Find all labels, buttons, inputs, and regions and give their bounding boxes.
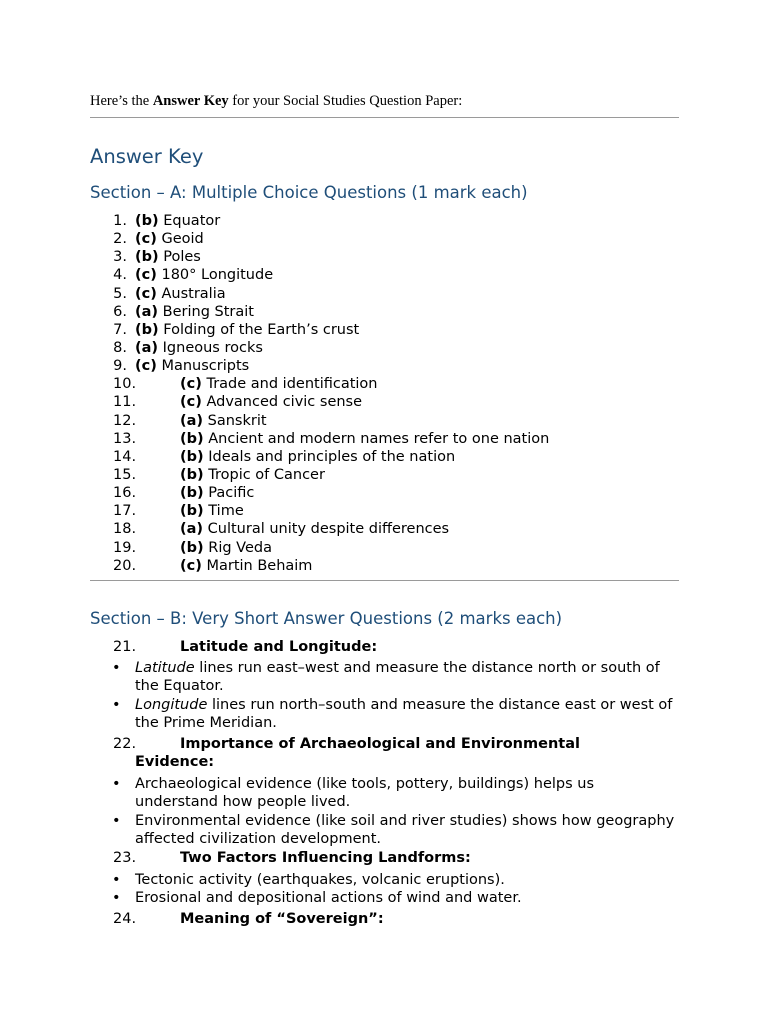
intro-line — [90, 93, 462, 110]
answer-option: (a) — [135, 339, 159, 356]
answer-number: 20. — [113, 557, 137, 574]
answer-label: 180° Longitude — [156, 267, 274, 284]
answer-text — [180, 539, 272, 557]
answer-label: Ancient and modern names refer to one nation — [203, 430, 550, 447]
bullet-icon: • — [112, 660, 121, 676]
intro-prefix: Here’s the — [90, 93, 153, 109]
answer-label: Rig Veda — [203, 539, 272, 556]
answer-bullet: Longitude lines run north–south and measure the distance east or west of the Prime Meridian. — [135, 697, 673, 732]
question-21 — [90, 638, 679, 733]
answer-number: 6. — [113, 303, 127, 320]
answer-text — [180, 375, 378, 393]
answer-option: (a) — [135, 303, 159, 320]
answer-option: (b) — [135, 321, 159, 338]
answer-option: (c) — [135, 358, 157, 375]
answer-text — [135, 285, 226, 303]
bullet-icon: • — [112, 872, 121, 888]
question-number: 23. — [113, 850, 137, 866]
answer-label: Manuscripts — [156, 358, 250, 375]
answer-number: 17. — [113, 503, 137, 520]
answer-text — [180, 393, 362, 411]
answer-text — [180, 484, 254, 502]
bullet-icon: • — [112, 697, 121, 713]
answer-text — [180, 430, 549, 448]
question-number: 24. — [113, 911, 137, 927]
answer-label: Time — [203, 503, 244, 520]
answer-label: Folding of the Earth’s crust — [158, 321, 360, 338]
answer-option: (b) — [180, 466, 204, 483]
answer-number: 11. — [113, 394, 137, 411]
answer-option: (a) — [180, 412, 204, 429]
bullet-icon: • — [112, 776, 121, 792]
answer-bullet: Latitude lines run east–west and measure the distance north or south of the Equator. — [135, 660, 660, 695]
answer-label: Trade and identification — [201, 376, 378, 393]
section-a-heading: Section – A: Multiple Choice Questions (1 mark each) — [90, 183, 528, 202]
answer-text — [135, 303, 254, 321]
answer-label: Geoid — [156, 231, 204, 248]
answer-text — [180, 557, 312, 575]
answer-option: (b) — [180, 539, 204, 556]
answer-option: (c) — [135, 285, 157, 302]
answer-option: (c) — [135, 231, 157, 248]
question-number: 21. — [113, 639, 137, 655]
answer-label: Australia — [156, 285, 226, 302]
answer-bullet: Tectonic activity (earthquakes, volcanic eruptions). — [135, 872, 505, 888]
divider-middle — [90, 580, 679, 581]
question-title-continued: Evidence: — [135, 754, 215, 770]
question-title: Two Factors Influencing Landforms: — [180, 850, 471, 866]
answer-option: (b) — [180, 448, 204, 465]
answer-option: (c) — [180, 557, 202, 574]
answer-option: (c) — [180, 376, 202, 393]
bullet-icon: • — [112, 813, 121, 829]
answer-text — [135, 230, 204, 248]
answer-label: Sanskrit — [203, 412, 267, 429]
answer-number: 9. — [113, 358, 127, 375]
answer-option: (b) — [135, 213, 159, 229]
answer-label: Advanced civic sense — [201, 394, 363, 411]
divider-top — [90, 117, 679, 118]
answer-bullet: Erosional and depositional actions of wind and water. — [135, 890, 522, 906]
answer-label: Cultural unity despite differences — [203, 521, 450, 538]
answer-label: Ideals and principles of the nation — [203, 448, 456, 465]
answer-option: (c) — [180, 394, 202, 411]
answer-label: Martin Behaim — [201, 557, 313, 574]
answer-option: (b) — [180, 430, 204, 447]
answer-option: (b) — [135, 249, 159, 266]
question-23 — [90, 849, 679, 907]
answer-option: (a) — [180, 521, 204, 538]
answer-number: 2. — [113, 231, 127, 248]
answer-text — [135, 339, 263, 357]
answer-number: 14. — [113, 448, 137, 465]
answer-number: 8. — [113, 339, 127, 356]
answer-number: 10. — [113, 376, 137, 393]
answer-bullet: Environmental evidence (like soil and river studies) shows how geography affected civilization development. — [135, 813, 675, 848]
answer-text — [180, 448, 455, 466]
question-24 — [90, 910, 679, 930]
answer-label: Poles — [158, 249, 201, 266]
question-22 — [90, 735, 679, 849]
bullet-icon: • — [112, 890, 121, 906]
answer-number: 4. — [113, 267, 127, 284]
answer-number: 13. — [113, 430, 137, 447]
answer-label: Igneous rocks — [158, 339, 263, 356]
intro-suffix: for your Social Studies Question Paper: — [228, 93, 463, 109]
answer-label: Equator — [158, 213, 221, 229]
answer-label: Pacific — [203, 485, 255, 502]
answer-option: (b) — [180, 503, 204, 520]
answer-number: 12. — [113, 412, 137, 429]
answer-option: (b) — [180, 485, 204, 502]
answer-number: 7. — [113, 321, 127, 338]
question-title: Importance of Archaeological and Environmental — [180, 736, 580, 752]
answer-option: (c) — [135, 267, 157, 284]
answer-label: Tropic of Cancer — [203, 466, 325, 483]
answer-text — [135, 321, 359, 339]
answer-text — [180, 502, 244, 520]
answer-number: 15. — [113, 466, 137, 483]
question-title: Meaning of “Sovereign”: — [180, 911, 384, 927]
answer-number: 1. — [113, 213, 127, 229]
question-number: 22. — [113, 736, 137, 752]
answer-label: Bering Strait — [158, 303, 254, 320]
answer-text — [135, 266, 273, 284]
answer-number: 3. — [113, 249, 127, 266]
page-title: Answer Key — [90, 145, 204, 168]
answer-bullet: Archaeological evidence (like tools, pottery, buildings) helps us understand how people lived. — [135, 776, 595, 811]
answer-text — [135, 212, 220, 230]
answer-text — [180, 412, 267, 430]
answer-number: 18. — [113, 521, 137, 538]
answer-number: 16. — [113, 485, 137, 502]
answer-number: 5. — [113, 285, 127, 302]
answer-text — [180, 466, 325, 484]
section-b-heading: Section – B: Very Short Answer Questions (2 marks each) — [90, 609, 563, 628]
answer-number: 19. — [113, 539, 137, 556]
question-title: Latitude and Longitude: — [180, 639, 378, 655]
intro-bold: Answer Key — [152, 93, 229, 109]
answer-text — [180, 520, 449, 538]
answer-text — [135, 248, 201, 266]
answer-text — [135, 357, 249, 375]
